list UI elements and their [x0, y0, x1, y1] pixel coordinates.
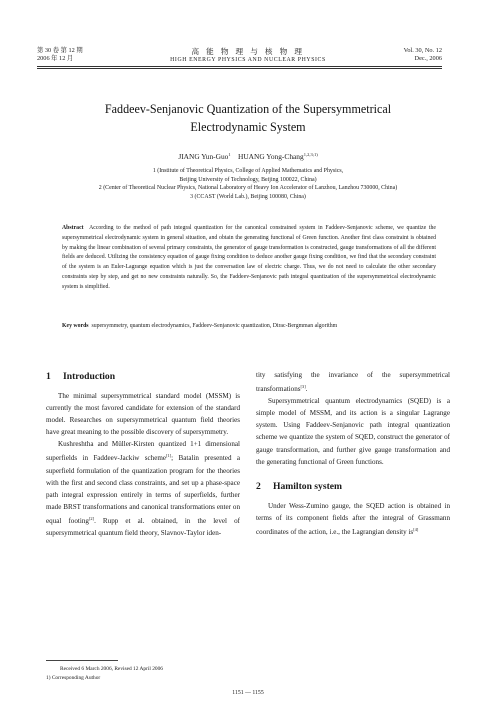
citation-3: [3]: [300, 384, 306, 390]
affiliation-3: 3 (CCAST (World Lab.), Beijing 100080, China): [190, 193, 306, 200]
keywords-text: supersymmetry, quantum electrodynamics, Faddeev-Senjanovic quantization, Dirac-Bergmman algorithm: [91, 323, 338, 329]
right-column: [256, 369, 450, 538]
left-column: [46, 371, 240, 539]
footnotes: [46, 665, 163, 682]
journal-issue-en: [404, 47, 442, 63]
section-1-number: 1: [46, 371, 51, 382]
intro-paragraph-4: Supersymmetrical quantum electrodynamics (SQED) is a simple model of MSSM, and its action is a singular Lagrange system. Using Faddeev-Senjanovic path integral quantization scheme we quantize the system of SQED, construct the generator of gauge transformation, and further give gauge transformation and the generating functional of Green functions.: [256, 397, 450, 466]
section-1-title: Introduction: [63, 371, 116, 382]
citation-2: [2]: [88, 515, 95, 521]
hamilton-p1-text: Under Wess-Zumino gauge, the SQED action is obtained in terms of its component fields after the integral of Grassmann coordinates of the action, i.e., the Lagrangian density is: [256, 501, 450, 536]
hamilton-paragraph-1: [256, 500, 450, 538]
received-dates: Received 6 March 2006, Revised 12 April 2006: [60, 666, 164, 672]
abstract-label: Abstract: [62, 225, 84, 231]
title-line-1: Faddeev-Senjanovic Quantization of the Supersymmetrical: [104, 102, 392, 116]
intro-p3-period: .: [305, 385, 308, 394]
section-2-title: Hamilton system: [273, 480, 343, 492]
author-2: HUANG Yong-Chang: [237, 152, 304, 161]
intro-p2-text-b: ; Batalin presented a superfield formulation of the quantization program for the theories with the first and second class constraints, and set up a phase-space path integral expression entirely in terms of superfields, further made BRST transformations and canonical transformations enter on equal footing: [46, 454, 240, 525]
journal-name-en: HIGH ENERGY PHYSICS AND NUCLEAR PHYSICS: [170, 57, 326, 63]
author-line: [0, 150, 496, 162]
issue-volume-en: Vol. 30, No. 12: [403, 47, 442, 54]
footnote-rule: [46, 660, 118, 661]
intro-p2-text-c: . Rupp et al. obtained, in the level of supersymmetrical quantum field theory, Slavnov-Taylor iden-: [46, 516, 240, 538]
author-2-affil: 1,2,3;1): [303, 152, 318, 157]
citation-1: [1]: [166, 453, 172, 459]
section-2-heading: [256, 481, 450, 493]
corresponding-author-note: 1) Corresponding Author: [46, 674, 101, 681]
author-1: JIANG Yun-Guo: [178, 152, 229, 161]
section-2-number: 2: [256, 480, 261, 492]
affiliations: [0, 167, 496, 201]
issue-volume-cn: 第 30 卷 第 12 期: [37, 47, 83, 54]
issue-date-en: Dec., 2006: [414, 55, 442, 62]
title-line-2: Electrodynamic System: [190, 120, 306, 134]
header-rule-top: [37, 66, 442, 67]
keywords-label: Key words: [62, 323, 89, 329]
keywords: [62, 322, 436, 332]
intro-paragraph-3: [256, 369, 450, 395]
abstract-text: According to the method of path integral quantization for the canonical constrained system in Faddeev-Senjanovic scheme, we quantize the supersymmetrical electrodynamic system in general situation, and obtain the generating functional of Green function. Another first class constraint is obtained by making the linear combination of several primary constraints, the generator of gauge transformation is constructed, gauge transformations of all the different fields are deduced. Utilizing the consistency equation of gauge fixing condition to deduce another gauge fixing condition, we find that the secondary constraint of the system is an Euler-Lagrange equation which is just the conversation law of electric charge. Thus, we do not need to calculate the other secondary constraints step by step, and get no new constraints naturally. So, the Faddeev-Senjanovic path integral quantization of the supersymmetrical electrodynamic system is simplified.: [62, 225, 436, 290]
affiliation-1a: 1 (Institute of Theoretical Physics, College of Applied Mathematics and Physics,: [152, 168, 344, 174]
intro-paragraph-2: [46, 438, 240, 539]
header-rule-bottom: [37, 68, 442, 69]
abstract: [62, 224, 436, 293]
issue-date-cn: 2006 年 12 月: [37, 55, 74, 62]
citation-4: [4]: [413, 526, 419, 532]
intro-paragraph-1: The minimal supersymmetrical standard model (MSSM) is currently the most favored candidate for extension of the standard model. Researches on supersymmetrical quantum field theories have great meaning to the possible discovery of supersymmetry.: [46, 392, 240, 437]
author-1-affil: 1: [228, 152, 231, 157]
paper-title: [60, 100, 436, 136]
journal-name-cn: 高 能 物 理 与 核 物 理: [191, 47, 305, 56]
affiliation-1b: Beijing University of Technology, Beijing 100022, China): [179, 176, 317, 183]
affiliation-2: 2 (Center of Theoretical Nuclear Physics, National Laboratory of Heavy Ion Accelerator of Lanzhou, Lanzhou 730000, China): [98, 185, 398, 192]
page-range: 1151 — 1155: [232, 690, 264, 696]
section-1-heading: [46, 371, 240, 383]
intro-p3-text: tity satisfying the invariance of the supersymmetrical transformations: [256, 371, 450, 394]
intro-p2-text-a: Kushreshtha and Müller-Kirsten quantized 1+1 dimensional superfields in Faddeev-Jackiw scheme: [46, 440, 240, 463]
